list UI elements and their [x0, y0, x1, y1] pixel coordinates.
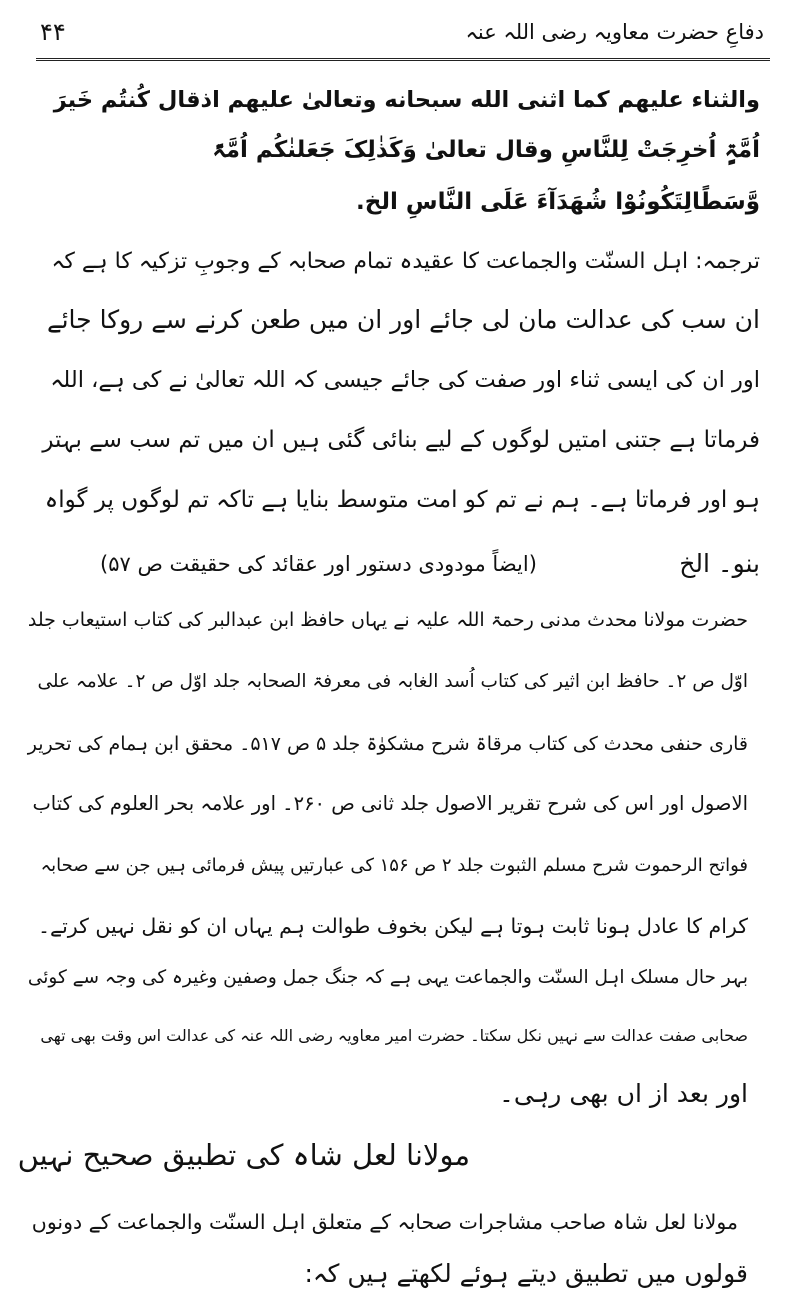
body-line: اوّل ص ۲۔ حافظ ابن اثیر کی کتاب اُسد الغابہ فی معرفۃ الصحابہ جلد اوّل ص ۲۔ علامہ علی — [37, 671, 748, 692]
body-line: اور بعد از اں بھی رہی۔ — [499, 1079, 748, 1108]
body-line: بہر حال مسلک اہل السنّت والجماعت یہی ہے کہ جنگ جمل وصفین وغیرہ کی وجہ سے کوئی — [27, 967, 748, 988]
body-line: کرام کا عادل ہونا ثابت ہوتا ہے لیکن بخوف طوالت ہم یہاں ان کو نقل نہیں کرتے۔ — [38, 914, 748, 938]
quote-line: وَّسَطًالِتَکُونُوْا شُهَدَآءَ عَلَی النَّاسِ الخ. — [356, 189, 760, 215]
body-line: قولوں میں تطبیق دیتے ہوئے لکھتے ہیں کہ: — [304, 1259, 748, 1288]
translation-line: بنو۔ الخ — [679, 549, 760, 578]
body-line: حضرت مولانا محدث مدنی رحمۃ اللہ علیہ نے یہاں حافظ ابن عبدالبر کی کتاب استیعاب جلد — [27, 609, 748, 631]
header-rule — [36, 58, 770, 63]
translation-line: اور ان کی ایسی ثناء اور صفت کی جائے جیسی کہ اللہ تعالیٰ نے کی ہے، اللہ — [50, 367, 760, 393]
page-number: ۴۴ — [40, 18, 66, 46]
body-line: الاصول اور اس کی شرح تقریر الاصول جلد ثانی ص ۲۶۰۔ اور علامہ بحر العلوم کی کتاب — [32, 792, 748, 815]
quote-line: والثناء علیهم کما اثنی الله سبحانه وتعالیٰ علیهم اذقال کُنتُم خَیرَ — [53, 87, 760, 113]
quote-line: اُمَّۃٍ اُخرِجَتْ لِلنَّاسِ وقال تعالیٰ وَکَذٰلِکَ جَعَلنٰکُم اُمَّۃً — [212, 137, 760, 163]
translation-line: ہو اور فرماتا ہے۔ ہم نے تم کو امت متوسط بنایا ہے تاکہ تم لوگوں پر گواہ — [44, 487, 760, 513]
section-heading: مولانا لعل شاہ کی تطبیق صحیح نہیں — [17, 1138, 470, 1172]
page-header — [40, 12, 764, 52]
body-line: قاری حنفی محدث کی کتاب مرقاۃ شرح مشکوٰۃ جلد ۵ ص ۵۱۷۔ محقق ابن ہمام کی تحریر — [27, 733, 748, 755]
body-line: مولانا لعل شاہ صاحب مشاجرات صحابہ کے متعلق اہل السنّت والجماعت کے دونوں — [31, 1210, 738, 1234]
translation-line: ترجمہ: اہل السنّت والجماعت کا عقیدہ تمام صحابہ کے وجوبِ تزکیہ کا ہے کہ — [51, 249, 760, 274]
body-line: صحابی صفت عدالت سے نہیں نکل سکتا۔ حضرت امیر معاویہ رضی اللہ عنہ کی عدالت اس وقت بھی تھی — [40, 1026, 748, 1045]
body-line: فواتح الرحموت شرح مسلم الثبوت جلد ۲ ص ۱۵۶ کی عبارتیں پیش فرمائی ہیں جن سے صحابہ — [40, 855, 748, 876]
translation-reference: (ایضاً مودودی دستور اور عقائد کی حقیقت ص ۵۷) — [100, 552, 537, 576]
translation-line: فرماتا ہے جتنی امتیں لوگوں کے لیے بنائی گئی ہیں ان میں تم سب سے بہتر — [42, 427, 760, 453]
translation-line: ان سب کی عدالت مان لی جائے اور ان میں طعن کرنے سے روکا جائے — [46, 305, 760, 334]
running-title: دفاعِ حضرت معاویہ رضی اللہ عنہ — [465, 20, 764, 44]
